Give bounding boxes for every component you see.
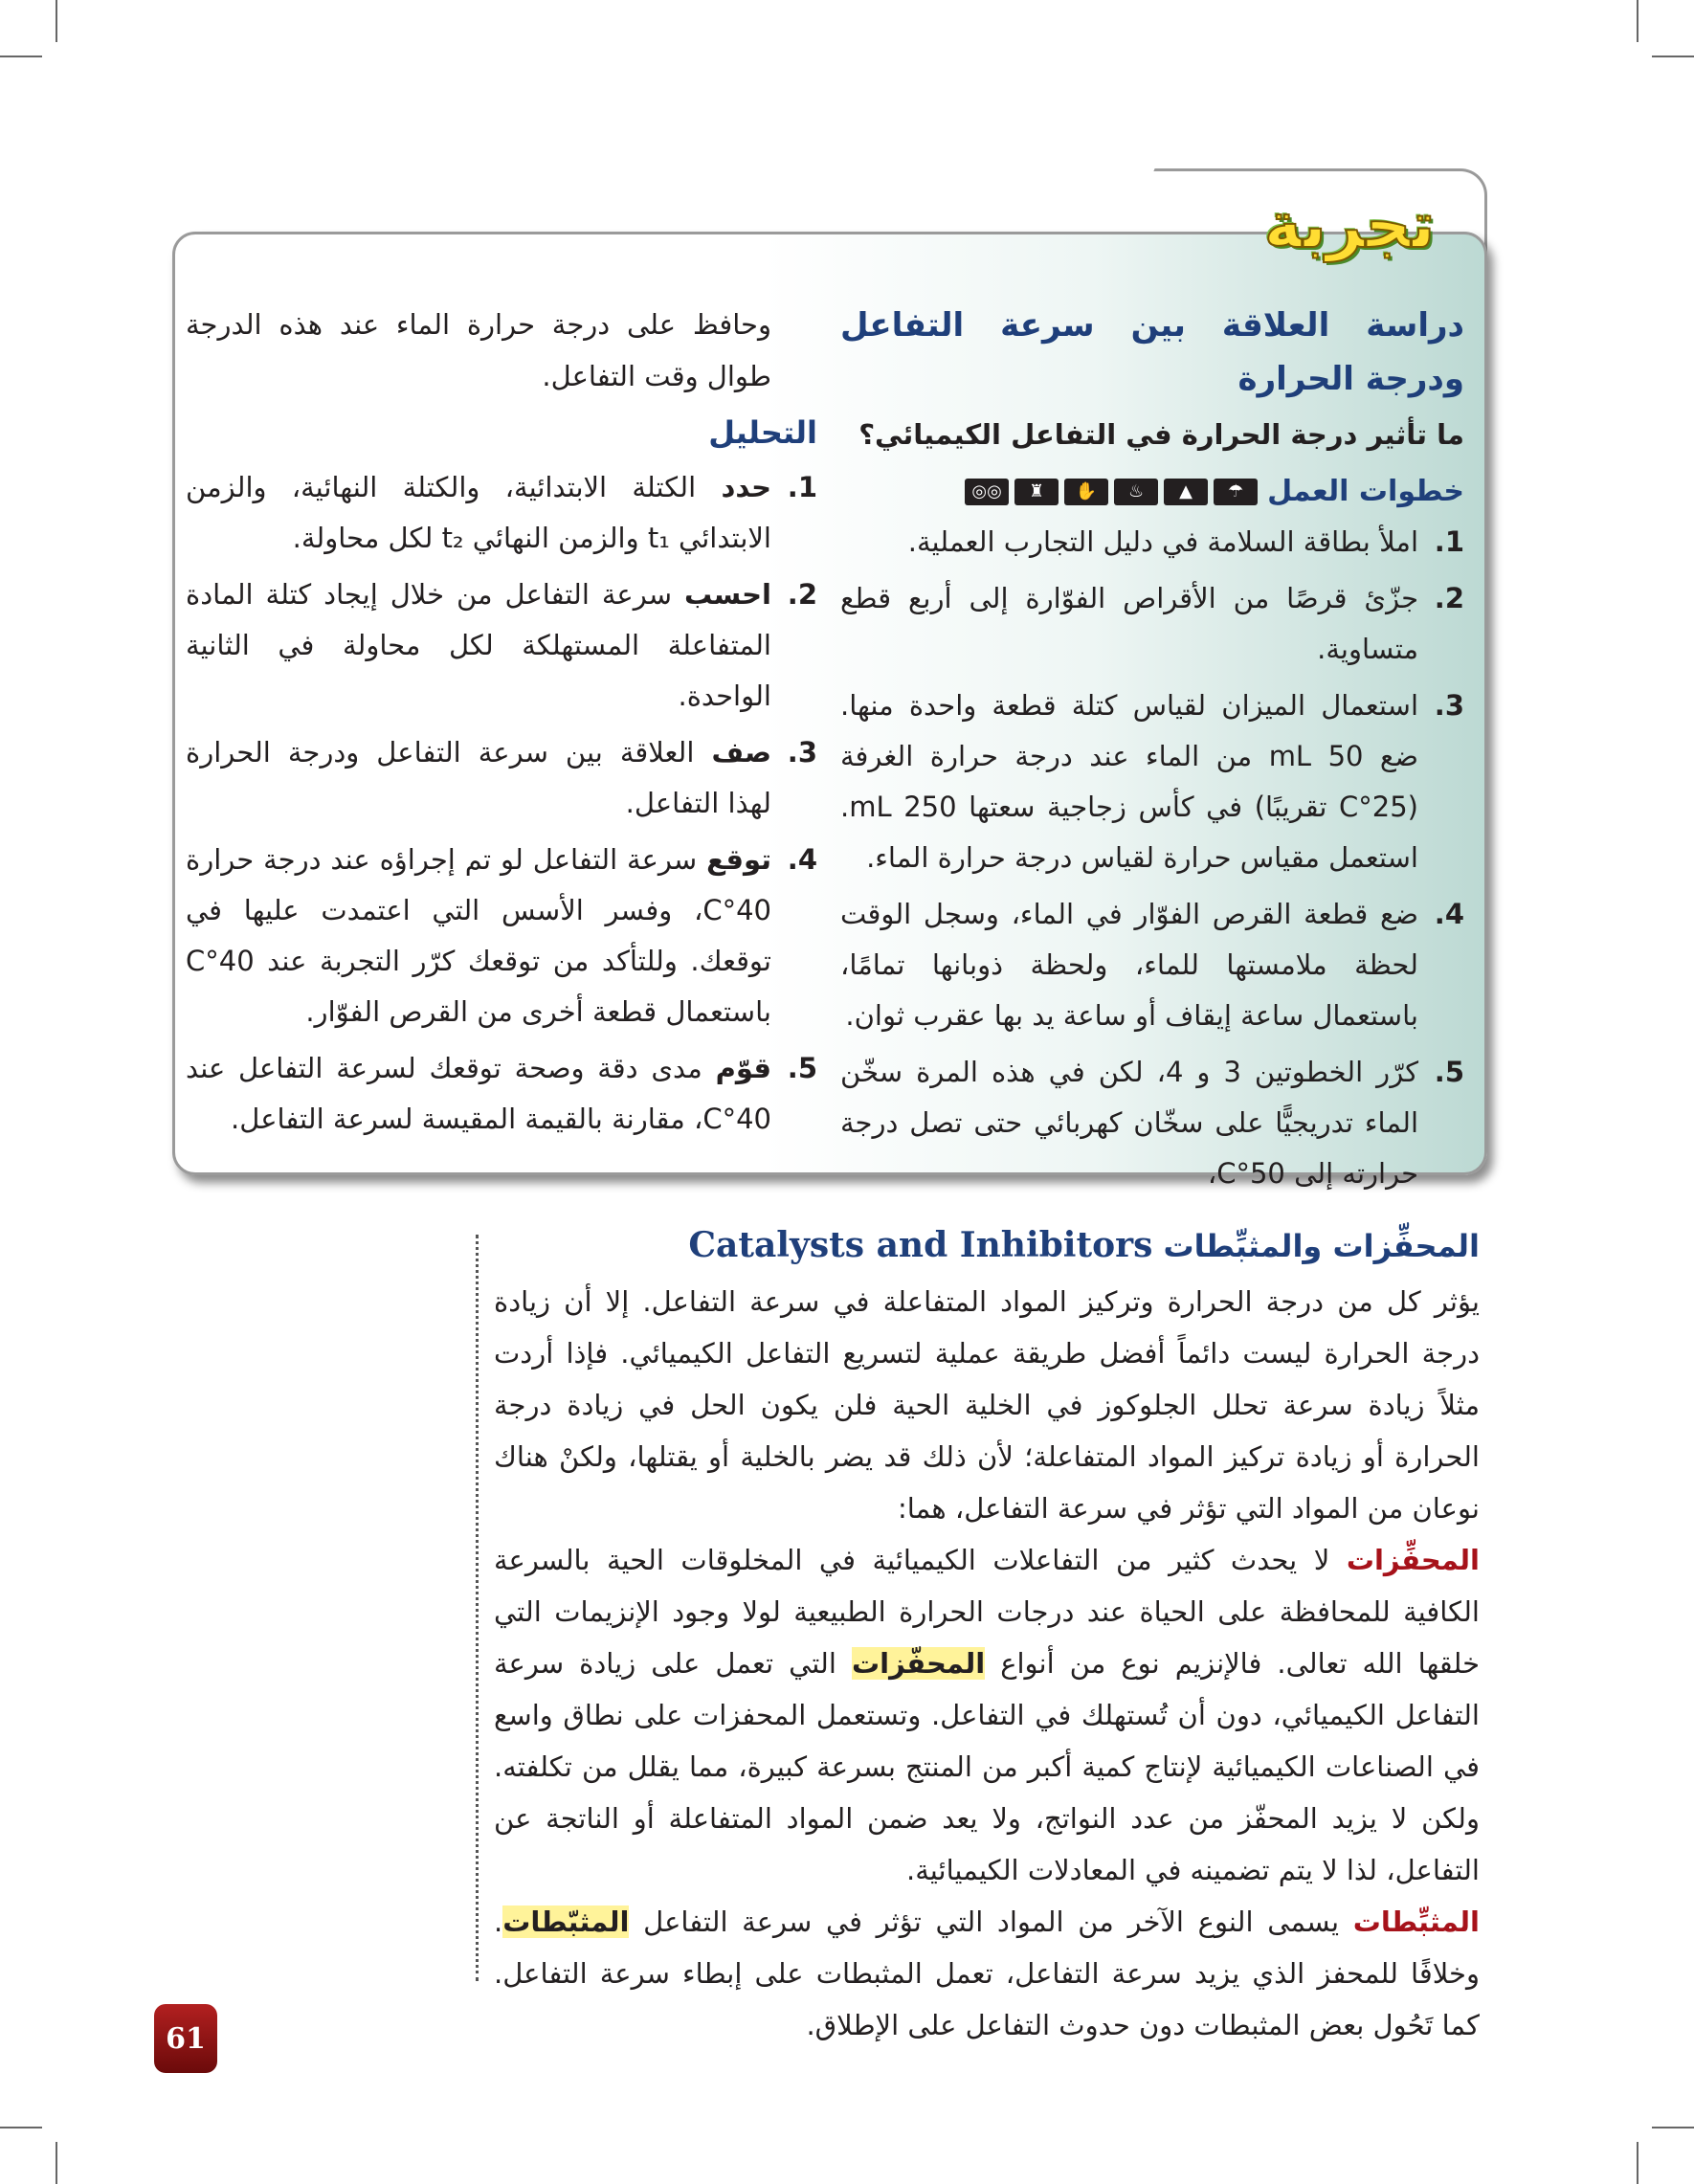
experiment-right-column bbox=[840, 299, 1464, 1205]
crop-mark bbox=[1652, 56, 1694, 57]
step-item: 5. كرّر الخطوتين 3 و 4، لكن في هذه المرة سخّن الماء تدريجيًّا على سخّان كهربائي حتى تصل درجة حرارته إلى 50°C، bbox=[840, 1056, 1464, 1190]
crop-mark bbox=[1637, 2142, 1638, 2184]
inhibitors-paragraph: المثبِّطات يسمى النوع الآخر من المواد التي تؤثر في سرعة التفاعل المثبّطات. وخلافًا للمحفز الذي يزيد سرعة التفاعل، تعمل المثبطات على إبطاء سرعة التفاعل. كما تَحُول بعض المثبطات دون حدوث التفاعل على الإطلاق. bbox=[494, 1905, 1480, 2041]
steps-heading-row bbox=[840, 466, 1464, 517]
step-item: 2. جزّئ قرصًا من الأقراص الفوّارة إلى أربع قطع متساوية. bbox=[840, 582, 1464, 665]
fire-icon: ▲ bbox=[1164, 479, 1208, 505]
step-item: 1. املأ بطاقة السلامة في دليل التجارب العملية. bbox=[907, 525, 1464, 558]
catalysts-paragraph: المحفِّزات لا يحدث كثير من التفاعلات الكيميائية في المخلوقات الحية بالسرعة الكافية للمحافظة على الحياة عند درجات الحرارة الطبيعية لولا وجود الإنزيمات التي خلقها الله تعالى. فالإنزيم نوع من أنواع المحفّزات التي تعمل على زيادة سرعة التفاعل الكيميائي، دون أن تُستهلك في التفاعل. وتستعمل المحفزات على نطاق واسع في الصناعات الكيميائية لإنتاج كمية أكبر من المنتج بسرعة كبيرة، مما يقلل من تكلفته. ولكن لا يزيد المحفّز من عدد النواتج، ولا يعد ضمن المواد المتفاعلة أو الناتجة عن التفاعل، لذا لا يتم تضمينه في المعادلات الكيميائية. bbox=[494, 1544, 1481, 1886]
experiment-badge: تجربة bbox=[1263, 188, 1436, 262]
inhibitors-highlight: المثبّطات bbox=[502, 1905, 630, 1938]
lab-coat-icon: ♜ bbox=[1014, 479, 1059, 505]
catalysts-section bbox=[494, 1215, 1480, 2051]
analysis-item: 5. قوّم مدى دقة وصحة توقعك لسرعة التفاعل عند 40°C، مقارنة بالقيمة المقيسة لسرعة التفاعل. bbox=[186, 1052, 817, 1135]
steps-heading: خطوات العمل bbox=[1267, 475, 1464, 508]
dotted-divider bbox=[476, 1235, 479, 1981]
crop-mark bbox=[0, 2127, 42, 2128]
catalysts-highlight: المحفّزات bbox=[851, 1647, 986, 1680]
section-title-en: Catalysts and Inhibitors bbox=[688, 1225, 1153, 1265]
experiment-left-column bbox=[186, 299, 817, 1150]
hot-icon: ♨ bbox=[1114, 479, 1158, 505]
analysis-heading: التحليل bbox=[708, 414, 817, 451]
crop-mark bbox=[56, 0, 57, 42]
step-item: 4. ضع قطعة القرص الفوّار في الماء، وسجل الوقت لحظة ملامستها للماء، ولحظة ذوبانها تمامًا، باستعمال ساعة إيقاف أو ساعة يد بها عقرب ثوان. bbox=[840, 898, 1464, 1032]
intro-paragraph: يؤثر كل من درجة الحرارة وتركيز المواد المتفاعلة في سرعة التفاعل. إلا أن زيادة درجة الحرارة ليست دائماً أفضل طريقة عملية لتسريع التفاعل الكيميائي. فإذا أردت مثلاً زيادة سرعة تحلل الجلوكوز في الخلية الحية فلن يكون الحل في زيادة درجة الحرارة أو زيادة تركيز المواد المتفاعلة؛ لأن ذلك قد يضر بالخلية أو يقتلها، ولكنْ هناك نوعان من المواد التي تؤثر في سرعة التفاعل، هما: bbox=[494, 1285, 1480, 1525]
safety-icons bbox=[965, 479, 1258, 505]
crop-mark bbox=[1637, 0, 1638, 42]
hand-wash-icon: ☂ bbox=[1214, 479, 1258, 505]
catalysts-term: المحفِّزات bbox=[1346, 1544, 1480, 1576]
crop-mark bbox=[0, 56, 42, 57]
analysis-item: 3. صف العلاقة بين سرعة التفاعل ودرجة الحرارة لهذا التفاعل. bbox=[186, 736, 817, 819]
goggles-icon: ◎◎ bbox=[965, 479, 1009, 505]
page-number: 61 bbox=[154, 2004, 217, 2073]
gloves-icon: ✋ bbox=[1064, 479, 1108, 505]
analysis-item: 4. توقع سرعة التفاعل لو تم إجراؤه عند درجة حرارة 40°C، وفسر الأسس التي اعتمدت عليها في توقعك. وللتأكد من توقعك كرّر التجربة عند 40°C باستعمال قطعة أخرى من القرص الفوّار. bbox=[186, 843, 817, 1028]
analysis-item: 2. احسب سرعة التفاعل من خلال إيجاد كتلة المادة المتفاعلة المستهلكة لكل محاولة في الثانية الواحدة. bbox=[186, 578, 817, 712]
section-title-ar: المحفِّزات والمثبِّطات bbox=[1163, 1228, 1480, 1264]
crop-mark bbox=[56, 2142, 57, 2184]
step-continuation: وحافظ على درجة حرارة الماء عند هذه الدرجة طوال وقت التفاعل. bbox=[186, 308, 771, 392]
crop-mark bbox=[1652, 2127, 1694, 2128]
analysis-item: 1. حدد الكتلة الابتدائية، والكتلة النهائية، والزمن الابتدائي t₁ والزمن النهائي t₂ لكل محاولة. bbox=[186, 471, 817, 554]
experiment-question: ما تأثير درجة الحرارة في التفاعل الكيميائي؟ bbox=[858, 418, 1464, 451]
inhibitors-term: المثبِّطات bbox=[1352, 1905, 1480, 1938]
step-item: 3. استعمال الميزان لقياس كتلة قطعة واحدة منها. ضع 50 mL من الماء عند درجة حرارة الغرفة (25°C تقريبًا) في كأس زجاجية سعتها 250 mL. استعمل مقياس حرارة لقياس درجة حرارة الماء. bbox=[840, 689, 1464, 874]
experiment-title: دراسة العلاقة بين سرعة التفاعل ودرجة الحرارة bbox=[840, 306, 1464, 398]
section-title bbox=[494, 1215, 1480, 1276]
